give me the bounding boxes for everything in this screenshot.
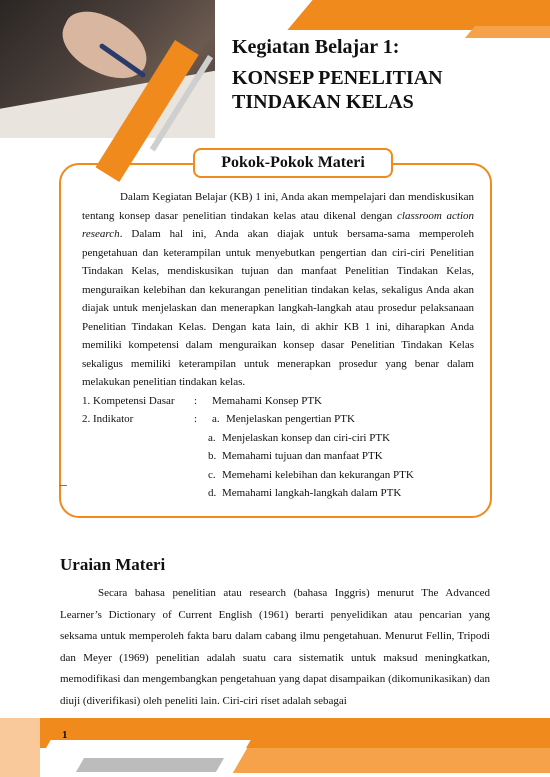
paragraph-italic-term: classroom action research [82, 209, 475, 240]
chapter-title: KONSEP PENELITIAN TINDAKAN KELAS [232, 67, 443, 113]
indikator-label: 2. Indikator [82, 413, 134, 425]
page-header [0, 0, 550, 140]
kompetensi-colon: : [194, 394, 198, 407]
margin-dash [59, 485, 67, 486]
pokok-materi-body [82, 188, 474, 503]
pokok-materi-heading: Pokok-Pokok Materi [193, 148, 393, 178]
indicator-item [82, 466, 474, 485]
kompetensi-value: Memahami Konsep PTK [212, 394, 322, 407]
indicator-text: Menjelaskan pengertian PTK [226, 413, 355, 425]
paragraph-text-1: Dalam Kegiatan Belajar (KB) 1 ini, Anda akan mempelajari dan mendiskusikan tentang konsep dasar penelitian tindakan kelas atau dikenal dengan [82, 191, 474, 222]
indicator-item [82, 484, 474, 503]
footer-orange-band-2 [233, 748, 550, 773]
uraian-body [60, 583, 490, 712]
footer-gray-band [76, 758, 224, 772]
indicator-item [82, 447, 474, 466]
activity-label: Kegiatan Belajar 1: [232, 36, 400, 58]
indicator-text: Memahami tujuan dan manfaat PTK [222, 450, 383, 462]
indicator-letter: d. [208, 487, 217, 499]
indicator-letter: a. [212, 413, 220, 425]
indicator-letter: c. [208, 468, 216, 481]
kompetensi-label: 1. Kompetensi Dasar [82, 394, 175, 407]
indicator-item [82, 429, 474, 448]
indicator-text: Memehami kelebihan dan kekurangan PTK [222, 468, 414, 481]
indikator-row [82, 410, 474, 429]
uraian-paragraph: Secara bahasa penelitian atau research (bahasa Inggris) menurut The Advanced Learner’s Dictionary of Current English (1961) berarti penyelidikan atau pencarian yang seksama untuk memperoleh fakta baru dalam cabang ilmu pengetahuan. Menurut Fellin, Tripodi dan Meyer (1969) penelitian adalah suatu cara sistematik untuk maksud meningkatkan, memodifikasi dan mengembangkan pengetahuan yang dapat disampaikan (dikomunikasikan) dan diuji (diverifikasi) oleh peneliti lain. Ciri-ciri riset adalah sebagai [60, 587, 490, 707]
header-orange-band-2 [465, 26, 550, 38]
kompetensi-row [82, 392, 474, 411]
indicator-letter: b. [208, 450, 217, 462]
footer-light-block [0, 718, 40, 777]
indicator-letter: a. [208, 431, 216, 444]
indikator-colon: : [194, 413, 198, 425]
indicator-text: Memahami langkah-langkah dalam PTK [222, 487, 402, 499]
pokok-materi-paragraph [82, 188, 474, 392]
uraian-heading: Uraian Materi [60, 555, 166, 574]
paragraph-text-2: . Dalam hal ini, Anda akan diajak untuk bersama-sama memperoleh pengetahuan dan keterampilan untuk menyebutkan pengertian dan ciri-ciri Penelitian Tindakan Kelas, mendiskusikan tujuan dan manfaat Penelitian Tindakan Kelas, menguraikan kelebihan dan kekurangan penelitian tindakan kelas, sekaligus Anda akan diajak untuk menjelaskan dan menerapkan langkah-langkah atau prosedur pelaksanaan Penelitian Tindakan Kelas. Dengan kata lain, di akhir KB 1 ini, diharapkan Anda memiliki kompetensi dalam menguraikan konsep dasar Penelitian Tindakan Kelas sekaligus memiliki keterampilan untuk menerapkan prosedur yang benar dalam melakukan penelitian tindakan kelas. [82, 228, 474, 388]
indicator-text: Menjelaskan konsep dan ciri-ciri PTK [222, 431, 391, 444]
page-number: 1 [62, 729, 68, 741]
